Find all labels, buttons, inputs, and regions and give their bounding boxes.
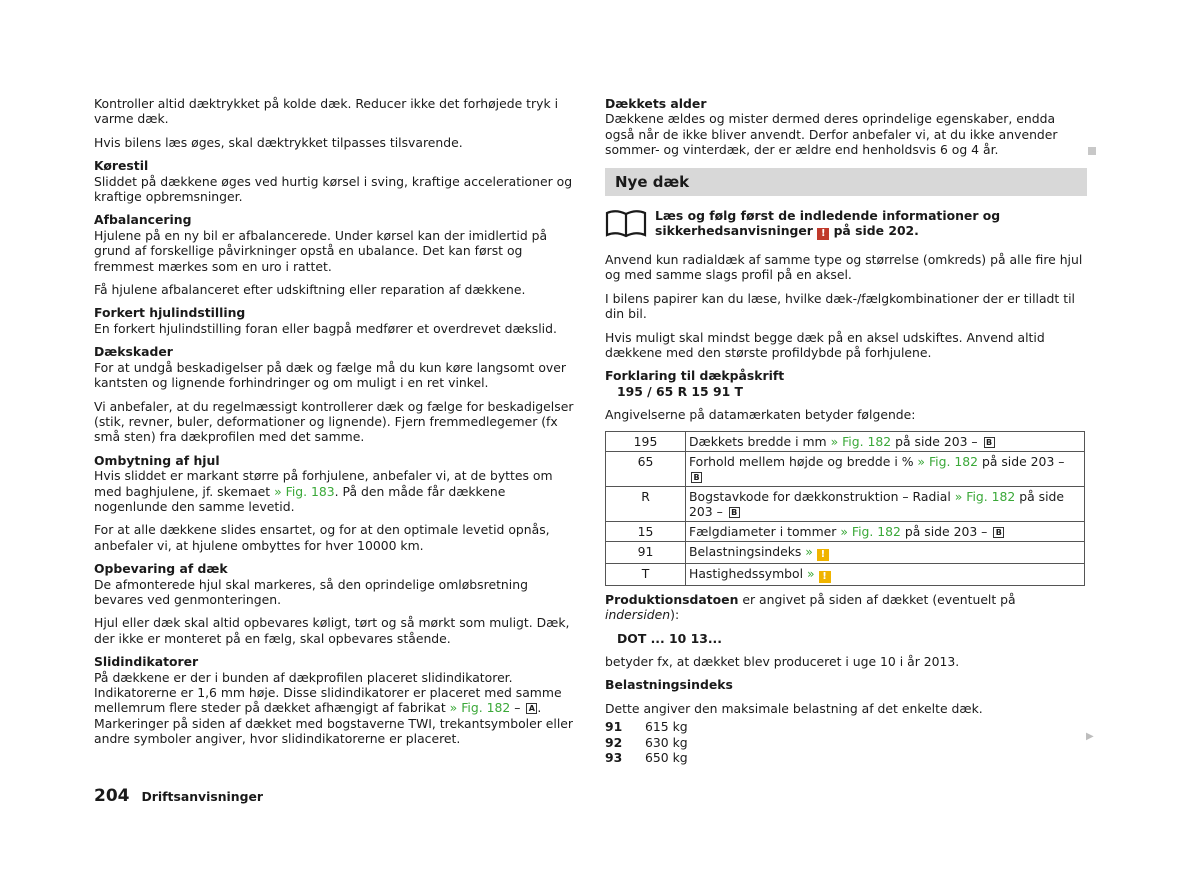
paragraph: Angivelserne på datamærkaten betyder følgende:: [605, 407, 916, 423]
paragraph: For at alle dækkene slides ensartet, og for at den optimale levetid opnås, anbefaler vi, at hjulene ombyttes for hver 10000 km.: [94, 522, 550, 553]
text: er angivet på siden af dækket (eventuelt på: [738, 591, 1016, 607]
text: ):: [670, 607, 680, 623]
text: på side 203 –: [900, 523, 992, 539]
key-a-icon: A: [526, 703, 537, 714]
heading: Belastningsindeks: [605, 677, 733, 693]
section-daekskader: [94, 344, 574, 390]
paragraph: En forkert hjulindstilling foran eller bagpå medfører et overdrevet dækslid.: [94, 320, 557, 336]
fig-link[interactable]: » Fig. 182: [830, 433, 892, 449]
text: Forhold mellem højde og bredde i %: [689, 453, 918, 469]
section-hjulindstilling: [94, 305, 574, 336]
key-b-icon: B: [729, 507, 740, 518]
text: på side 203 –: [891, 433, 982, 449]
heading: Kørestil: [94, 158, 149, 174]
paragraph: betyder fx, at dækket blev produceret i uge 10 i år 2013.: [605, 653, 960, 669]
end-square-icon: [1088, 147, 1096, 155]
fig-link[interactable]: » Fig. 182: [917, 453, 979, 469]
table-row: [606, 451, 1085, 486]
page-number: 204: [94, 786, 130, 806]
text: på side 203 –: [689, 488, 1065, 519]
section-korestil: [94, 158, 574, 204]
key-b-icon: B: [984, 437, 995, 448]
section-ombytning: [94, 453, 574, 515]
next-arrow-icon: ▶: [1086, 731, 1094, 742]
table-cell-code: R: [606, 486, 686, 521]
table-row: [606, 521, 1085, 541]
table-cell-code: 91: [606, 541, 686, 563]
table-row: [606, 431, 1085, 451]
table-cell-desc: [686, 451, 1085, 486]
paragraph: I bilens papirer kan du læse, hvilke dæk-/fælgkombinationer der er tilladt til din bil.: [605, 290, 1075, 322]
load-index: 91: [605, 719, 623, 735]
fig-link[interactable]: »: [807, 565, 815, 581]
table-cell-code: 195: [606, 431, 686, 451]
load-value: 615 kg: [645, 719, 688, 735]
section-forklaring: [605, 368, 1087, 399]
table-cell-code: 15: [606, 521, 686, 541]
section-title-bar: Nye dæk: [605, 168, 1087, 196]
warning-icon: !: [817, 228, 829, 240]
load-index: 92: [605, 734, 623, 750]
load-index: 93: [605, 749, 623, 765]
heading: Dækskader: [94, 344, 173, 360]
paragraph: Hvis bilens læs øges, skal dæktrykket tilpasses tilsvarende.: [94, 134, 463, 150]
heading: Forklaring til dækpåskrift: [605, 368, 785, 384]
text: . På den måde får dækkene nogenlunde den samme levetid.: [94, 483, 506, 514]
text: Dækkets bredde i mm: [689, 433, 831, 449]
left-column: [94, 96, 574, 755]
load-list: [605, 719, 1087, 765]
safety-notice: [605, 208, 1087, 240]
fig-182-link[interactable]: » Fig. 182: [449, 700, 511, 716]
paragraph: [605, 592, 1087, 623]
section-afbalancering: [94, 212, 574, 274]
paragraph: De afmonterede hjul skal markeres, så den oprindelige omløbsretning bevares ved genmonteringen.: [94, 576, 528, 607]
table-cell-desc: [686, 431, 1085, 451]
text: Fælgdiameter i tommer: [689, 523, 841, 539]
section-slidindikatorer: [94, 654, 574, 746]
paragraph: For at undgå beskadigelser på dæk og fælge må du kun køre langsomt over kantsten og lignende forhindringer og om muligt i en ret vinkel.: [94, 359, 566, 391]
key-b-icon: B: [993, 527, 1004, 538]
text: Belastningsindeks: [689, 543, 806, 559]
text: på side 202.: [829, 223, 919, 239]
right-column: [605, 96, 1087, 765]
table-cell-desc: [686, 486, 1085, 521]
table-row: [606, 563, 1085, 585]
text: Hvis sliddet er markant større på forhjulene, anbefaler vi, at de byttes om med baghjulene, jf. skemaet: [94, 468, 553, 499]
load-value: 630 kg: [645, 734, 688, 750]
list-item: [605, 719, 1087, 734]
text: Produktionsdatoen: [605, 591, 739, 607]
warning-icon: !: [819, 571, 831, 583]
table-cell-code: 65: [606, 451, 686, 486]
paragraph: Dette angiver den maksimale belastning af det enkelte dæk.: [605, 700, 983, 716]
table-cell-desc: [686, 521, 1085, 541]
paragraph: Hjul eller dæk skal altid opbevares køligt, tørt og så mørkt som muligt. Dæk, der ikke er monteret på en fælg, skal opbevares stående.: [94, 615, 570, 646]
load-value: 650 kg: [645, 749, 688, 765]
heading: Forkert hjulindstilling: [94, 305, 246, 321]
fig-183-link[interactable]: » Fig. 183: [274, 483, 335, 499]
paragraph: Dækkene ældes og mister dermed deres oprindelige egenskaber, endda også når de ikke bliver anvendt. Derfor anbefaler vi, at du ikke anvender sommer- og vinterdæk, der er ældre end henholdsvis 6 og 4 år.: [605, 111, 1058, 158]
section-alder: [605, 96, 1087, 158]
heading: Opbevaring af dæk: [94, 561, 228, 577]
page-footer: [94, 786, 263, 806]
paragraph: Sliddet på dækkene øges ved hurtig kørsel i sving, kraftige accelerationer og kraftige opbremsninger.: [94, 173, 573, 205]
text: Bogstavkode for dækkonstruktion – Radial: [689, 488, 955, 504]
heading: Afbalancering: [94, 212, 192, 228]
paragraph: [94, 670, 574, 747]
heading: Dækkets alder: [605, 96, 707, 111]
text: På dækkene er der i bunden af dækprofilen placeret slidindikatorer. Indikatorerne er 1,6 mm høje. Disse slidindikatorer er placeret med samme mellemrum flere steder på dækket afhængigt af fabrikat: [94, 669, 562, 716]
notice-text: [655, 208, 1087, 240]
table-row: [606, 541, 1085, 563]
warning-icon: !: [817, 549, 829, 561]
list-item: [605, 735, 1087, 750]
paragraph: Vi anbefaler, at du regelmæssigt kontrollerer dæk og fælge for beskadigelser (stik, revner, buler, deformationer og lignende). Fjern fremmedlegemer (fx små sten) fra dækprofilen med det samme.: [94, 398, 574, 445]
book-icon: [605, 208, 647, 238]
footer-section: Driftsanvisninger: [141, 789, 263, 804]
fig-link[interactable]: » Fig. 182: [954, 488, 1016, 504]
section-opbevaring: [94, 561, 574, 607]
list-item: [605, 750, 1087, 765]
text: Læs og følg først de indledende informationer og sikkerhedsanvisninger: [655, 207, 1001, 239]
tyre-spec-table: [605, 431, 1085, 586]
table-cell-code: T: [606, 563, 686, 585]
table-cell-desc: [686, 541, 1085, 563]
fig-link[interactable]: » Fig. 182: [840, 523, 901, 539]
paragraph: Kontroller altid dæktrykket på kolde dæk. Reducer ikke det forhøjede tryk i varme dæk.: [94, 96, 559, 127]
fig-link[interactable]: »: [805, 543, 813, 559]
table-row: [606, 486, 1085, 521]
dot-code: DOT ... 10 13...: [617, 630, 722, 646]
paragraph: Anvend kun radialdæk af samme type og størrelse (omkreds) på alle fire hjul og med samme slags profil på en aksel.: [605, 252, 1083, 283]
text: indersiden: [605, 607, 671, 623]
paragraph: Hjulene på en ny bil er afbalancerede. Under kørsel kan der imidlertid på grund af forskellige påvirkninger opstå en ubalance. Det kan først og fremmest mærkes som en uro i rattet.: [94, 227, 548, 274]
paragraph: [94, 468, 574, 514]
text: Hastighedssymbol: [689, 565, 808, 581]
key-b-icon: B: [691, 472, 702, 483]
text: på side 203 –: [978, 453, 1065, 469]
heading: Ombytning af hjul: [94, 452, 220, 468]
paragraph: Få hjulene afbalanceret efter udskiftning eller reparation af dækkene.: [94, 282, 526, 298]
text: . Markeringer på siden af dækket med bogstaverne TWI, trekantsymboler eller andre symboler angiver, hvor slidindikatorerne er placeret.: [94, 700, 573, 747]
heading: Slidindikatorer: [94, 654, 199, 670]
text: –: [510, 700, 525, 716]
paragraph: Hvis muligt skal mindst begge dæk på en aksel udskiftes. Anvend altid dækkene med den største profildybde på forhjulene.: [605, 329, 1045, 361]
tyre-code: 195 / 65 R 15 91 T: [617, 383, 743, 399]
table-cell-desc: [686, 563, 1085, 585]
